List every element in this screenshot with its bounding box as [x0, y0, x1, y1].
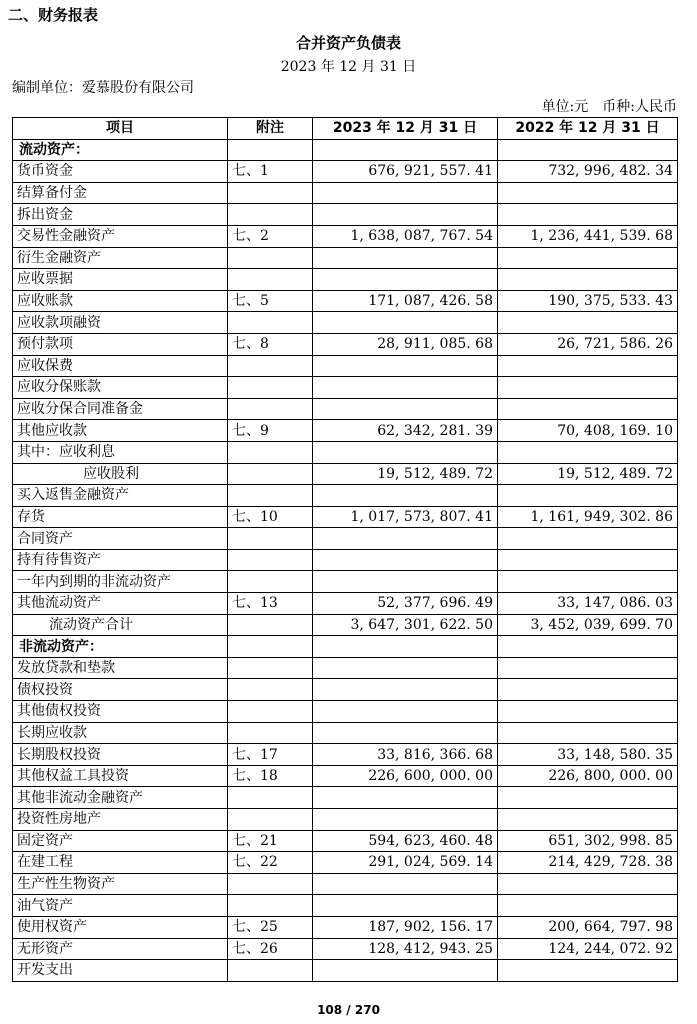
value-2023-cell: 33, 816, 366. 68 [313, 744, 498, 766]
note-cell: 七、9 [228, 420, 313, 442]
value-2022-cell [498, 571, 678, 593]
table-row [13, 722, 678, 744]
note-cell [228, 398, 313, 420]
value-2022-cell [498, 701, 678, 723]
item-cell: 流动资产合计 [13, 614, 228, 636]
item-cell: 在建工程 [13, 852, 228, 874]
item-cell: 预付款项 [13, 333, 228, 355]
item-cell: 应收分保合同准备金 [13, 398, 228, 420]
note-cell [228, 571, 313, 593]
table-row [13, 506, 678, 528]
value-2022-cell: 1, 161, 949, 302. 86 [498, 506, 678, 528]
currency-unit: 单位:元 币种:人民币 [541, 99, 677, 115]
value-2022-cell: 26, 721, 586. 26 [498, 333, 678, 355]
note-cell [228, 269, 313, 291]
value-2023-cell [313, 485, 498, 507]
note-cell: 七、26 [228, 938, 313, 960]
value-2022-cell: 124, 244, 072. 92 [498, 938, 678, 960]
note-cell: 七、22 [228, 852, 313, 874]
table-row [13, 139, 678, 161]
note-cell: 七、1 [228, 161, 313, 183]
balance-sheet-table [12, 117, 678, 982]
note-cell [228, 614, 313, 636]
table-row [13, 960, 678, 982]
note-cell: 七、25 [228, 916, 313, 938]
document-date: 2023 年 12 月 31 日 [280, 59, 417, 75]
value-2023-cell [313, 657, 498, 679]
item-cell: 应收股利 [13, 463, 228, 485]
value-2023-cell [313, 269, 498, 291]
value-2023-cell [313, 636, 498, 658]
table-row [13, 657, 678, 679]
note-cell [228, 549, 313, 571]
note-cell: 七、21 [228, 830, 313, 852]
value-2022-cell: 226, 800, 000. 00 [498, 765, 678, 787]
value-2023-cell: 1, 638, 087, 767. 54 [313, 225, 498, 247]
value-2022-cell [498, 485, 678, 507]
note-cell: 七、8 [228, 333, 313, 355]
value-2022-cell [498, 204, 678, 226]
note-cell [228, 247, 313, 269]
value-2022-cell: 200, 664, 797. 98 [498, 916, 678, 938]
value-2022-cell [498, 679, 678, 701]
note-cell: 七、18 [228, 765, 313, 787]
value-2022-cell: 33, 148, 580. 35 [498, 744, 678, 766]
value-2022-cell [498, 549, 678, 571]
note-cell [228, 377, 313, 399]
item-cell: 持有待售资产 [13, 549, 228, 571]
item-cell: 交易性金融资产 [13, 225, 228, 247]
note-cell: 七、13 [228, 593, 313, 615]
value-2023-cell: 676, 921, 557. 41 [313, 161, 498, 183]
value-2022-cell [498, 657, 678, 679]
item-cell: 应收款项融资 [13, 312, 228, 334]
item-cell: 拆出资金 [13, 204, 228, 226]
value-2022-cell [498, 269, 678, 291]
value-2023-cell [313, 549, 498, 571]
table-row [13, 355, 678, 377]
value-2023-cell [313, 895, 498, 917]
note-cell [228, 657, 313, 679]
value-2023-cell [313, 398, 498, 420]
value-2023-cell [313, 679, 498, 701]
column-header-2022: 2022 年 12 月 31 日 [498, 118, 678, 140]
table-row [13, 571, 678, 593]
value-2023-cell: 128, 412, 943. 25 [313, 938, 498, 960]
value-2023-cell: 52, 377, 696. 49 [313, 593, 498, 615]
value-2023-cell: 28, 911, 085. 68 [313, 333, 498, 355]
value-2023-cell [313, 722, 498, 744]
value-2023-cell [313, 809, 498, 831]
value-2022-cell [498, 377, 678, 399]
table-row [13, 485, 678, 507]
value-2023-cell [313, 204, 498, 226]
item-cell: 无形资产 [13, 938, 228, 960]
value-2022-cell [498, 960, 678, 982]
item-cell: 买入返售金融资产 [13, 485, 228, 507]
value-2023-cell [313, 355, 498, 377]
note-cell [228, 636, 313, 658]
table-row [13, 290, 678, 312]
value-2023-cell [313, 701, 498, 723]
value-2022-cell [498, 398, 678, 420]
item-cell: 其他非流动金融资产 [13, 787, 228, 809]
value-2022-cell: 651, 302, 998. 85 [498, 830, 678, 852]
page-number: 108 / 270 [317, 1003, 380, 1017]
table-row [13, 679, 678, 701]
item-cell: 其他债权投资 [13, 701, 228, 723]
item-cell: 结算备付金 [13, 182, 228, 204]
note-cell [228, 528, 313, 550]
table-row [13, 528, 678, 550]
item-cell: 流动资产： [13, 139, 228, 161]
item-cell: 长期股权投资 [13, 744, 228, 766]
table-row [13, 463, 678, 485]
note-cell [228, 960, 313, 982]
note-cell: 七、2 [228, 225, 313, 247]
item-cell: 开发支出 [13, 960, 228, 982]
table-row [13, 247, 678, 269]
value-2023-cell: 3, 647, 301, 622. 50 [313, 614, 498, 636]
table-row [13, 593, 678, 615]
note-cell [228, 787, 313, 809]
note-cell [228, 701, 313, 723]
item-cell: 投资性房地产 [13, 809, 228, 831]
item-cell: 存货 [13, 506, 228, 528]
value-2022-cell [498, 355, 678, 377]
note-cell [228, 895, 313, 917]
table-row [13, 852, 678, 874]
value-2023-cell: 171, 087, 426. 58 [313, 290, 498, 312]
table-row [13, 377, 678, 399]
table-row [13, 225, 678, 247]
document-title: 合并资产负债表 [295, 34, 401, 52]
value-2022-cell: 1, 236, 441, 539. 68 [498, 225, 678, 247]
item-cell: 应收保费 [13, 355, 228, 377]
table-row [13, 765, 678, 787]
value-2022-cell: 33, 147, 086. 03 [498, 593, 678, 615]
table-row [13, 269, 678, 291]
table-row [13, 873, 678, 895]
value-2022-cell [498, 787, 678, 809]
table-row [13, 636, 678, 658]
value-2023-cell [313, 441, 498, 463]
value-2022-cell [498, 722, 678, 744]
table-header-row [13, 118, 678, 140]
note-cell [228, 204, 313, 226]
value-2023-cell [313, 960, 498, 982]
table-row [13, 312, 678, 334]
note-cell [228, 873, 313, 895]
note-cell: 七、10 [228, 506, 313, 528]
table-row [13, 787, 678, 809]
table-row [13, 204, 678, 226]
item-cell: 货币资金 [13, 161, 228, 183]
value-2023-cell: 226, 600, 000. 00 [313, 765, 498, 787]
value-2023-cell: 19, 512, 489. 72 [313, 463, 498, 485]
value-2023-cell: 62, 342, 281. 39 [313, 420, 498, 442]
value-2023-cell: 291, 024, 569. 14 [313, 852, 498, 874]
value-2022-cell [498, 528, 678, 550]
table-row [13, 701, 678, 723]
value-2022-cell [498, 809, 678, 831]
table-row [13, 938, 678, 960]
item-cell: 其中：应收利息 [13, 441, 228, 463]
value-2022-cell: 190, 375, 533. 43 [498, 290, 678, 312]
value-2023-cell [313, 182, 498, 204]
table-row [13, 744, 678, 766]
value-2022-cell: 214, 429, 728. 38 [498, 852, 678, 874]
table-row [13, 916, 678, 938]
item-cell: 其他流动资产 [13, 593, 228, 615]
value-2022-cell [498, 873, 678, 895]
value-2023-cell: 594, 623, 460. 48 [313, 830, 498, 852]
column-header-item: 项目 [13, 118, 228, 140]
value-2022-cell [498, 139, 678, 161]
note-cell [228, 441, 313, 463]
item-cell: 应收分保账款 [13, 377, 228, 399]
value-2022-cell: 19, 512, 489. 72 [498, 463, 678, 485]
value-2023-cell [313, 571, 498, 593]
value-2023-cell: 187, 902, 156. 17 [313, 916, 498, 938]
column-header-note: 附注 [228, 118, 313, 140]
item-cell: 油气资产 [13, 895, 228, 917]
table-row [13, 895, 678, 917]
item-cell: 其他权益工具投资 [13, 765, 228, 787]
table-row [13, 614, 678, 636]
table-row [13, 549, 678, 571]
value-2023-cell [313, 312, 498, 334]
table-row [13, 809, 678, 831]
value-2022-cell [498, 636, 678, 658]
value-2023-cell [313, 139, 498, 161]
item-cell: 生产性生物资产 [13, 873, 228, 895]
value-2023-cell [313, 247, 498, 269]
value-2023-cell [313, 377, 498, 399]
item-cell: 使用权资产 [13, 916, 228, 938]
note-cell [228, 485, 313, 507]
value-2022-cell [498, 312, 678, 334]
value-2023-cell: 1, 017, 573, 807. 41 [313, 506, 498, 528]
value-2023-cell [313, 787, 498, 809]
value-2022-cell [498, 247, 678, 269]
item-cell: 合同资产 [13, 528, 228, 550]
note-cell [228, 312, 313, 334]
item-cell: 非流动资产： [13, 636, 228, 658]
value-2022-cell: 3, 452, 039, 699. 70 [498, 614, 678, 636]
value-2023-cell [313, 528, 498, 550]
table-row [13, 398, 678, 420]
value-2023-cell [313, 873, 498, 895]
column-header-2023: 2023 年 12 月 31 日 [313, 118, 498, 140]
table-row [13, 420, 678, 442]
note-cell [228, 139, 313, 161]
note-cell: 七、17 [228, 744, 313, 766]
table-row [13, 441, 678, 463]
item-cell: 其他应收款 [13, 420, 228, 442]
item-cell: 衍生金融资产 [13, 247, 228, 269]
note-cell [228, 355, 313, 377]
note-cell [228, 722, 313, 744]
value-2022-cell [498, 182, 678, 204]
item-cell: 应收账款 [13, 290, 228, 312]
value-2022-cell: 70, 408, 169. 10 [498, 420, 678, 442]
table-row [13, 830, 678, 852]
table-row [13, 161, 678, 183]
note-cell [228, 809, 313, 831]
section-heading: 二、财务报表 [8, 6, 99, 24]
item-cell: 应收票据 [13, 269, 228, 291]
table-row [13, 182, 678, 204]
value-2022-cell [498, 895, 678, 917]
table-body [13, 139, 678, 981]
note-cell [228, 679, 313, 701]
item-cell: 长期应收款 [13, 722, 228, 744]
item-cell: 固定资产 [13, 830, 228, 852]
value-2022-cell [498, 441, 678, 463]
note-cell [228, 463, 313, 485]
table-row [13, 333, 678, 355]
item-cell: 债权投资 [13, 679, 228, 701]
compiler-unit: 编制单位：爱慕股份有限公司 [12, 80, 194, 96]
item-cell: 一年内到期的非流动资产 [13, 571, 228, 593]
note-cell [228, 182, 313, 204]
value-2022-cell: 732, 996, 482. 34 [498, 161, 678, 183]
item-cell: 发放贷款和垫款 [13, 657, 228, 679]
note-cell: 七、5 [228, 290, 313, 312]
